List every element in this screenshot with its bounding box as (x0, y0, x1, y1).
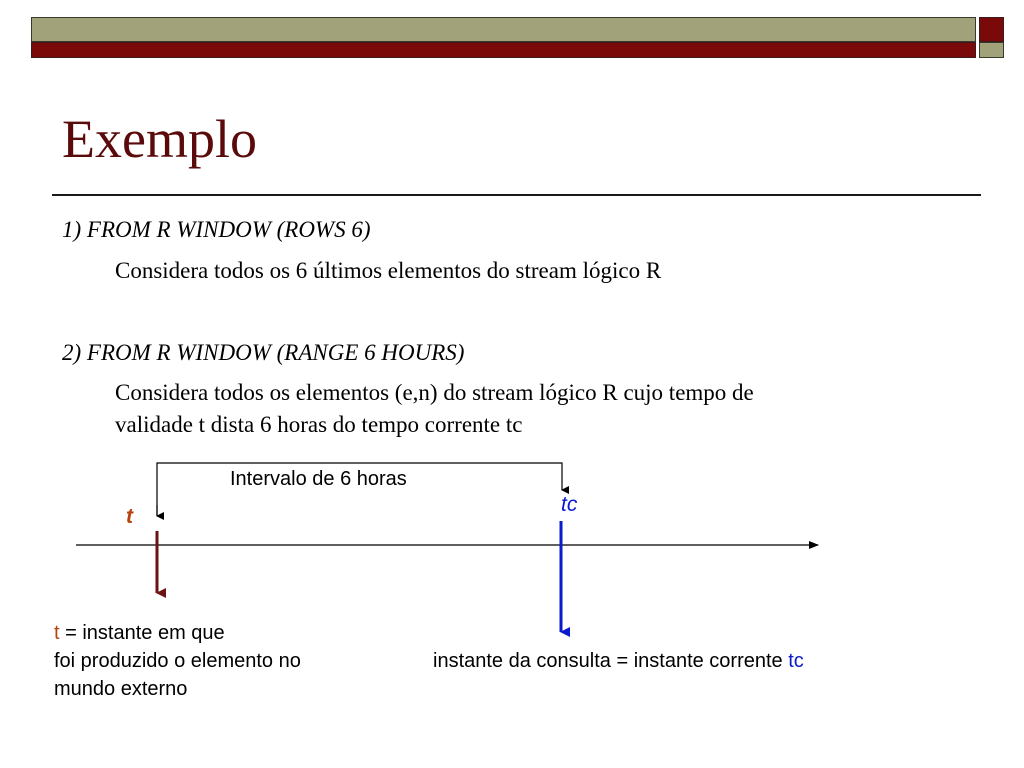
tc-description (433, 650, 804, 673)
interval-label: Intervalo de 6 horas (230, 468, 407, 490)
slide-title: Exemplo (62, 109, 257, 169)
tc-description-tc: tc (788, 650, 804, 672)
t-description-t: t (54, 622, 60, 644)
t-description-line1 (54, 619, 301, 647)
item2-text-line2: validade t dista 6 horas do tempo corrente tc (115, 412, 523, 437)
item2-heading: 2) FROM R WINDOW (RANGE 6 HOURS) (62, 340, 465, 365)
tc-description-prefix: instante da consulta = instante corrente (433, 650, 789, 672)
item1-text: Considera todos os 6 últimos elementos do stream lógico R (115, 258, 662, 283)
t-label: t (126, 505, 133, 528)
item2-text-line1: Considera todos os elementos (e,n) do stream lógico R cujo tempo de (115, 380, 754, 405)
tc-label: tc (561, 493, 578, 516)
item1-heading: 1) FROM R WINDOW (ROWS 6) (62, 217, 371, 242)
t-description (54, 619, 301, 703)
t-description-line2: foi produzido o elemento no (54, 650, 301, 672)
t-description-line3: mundo externo (54, 678, 188, 700)
t-description-line1-rest: = instante em que (59, 622, 225, 644)
